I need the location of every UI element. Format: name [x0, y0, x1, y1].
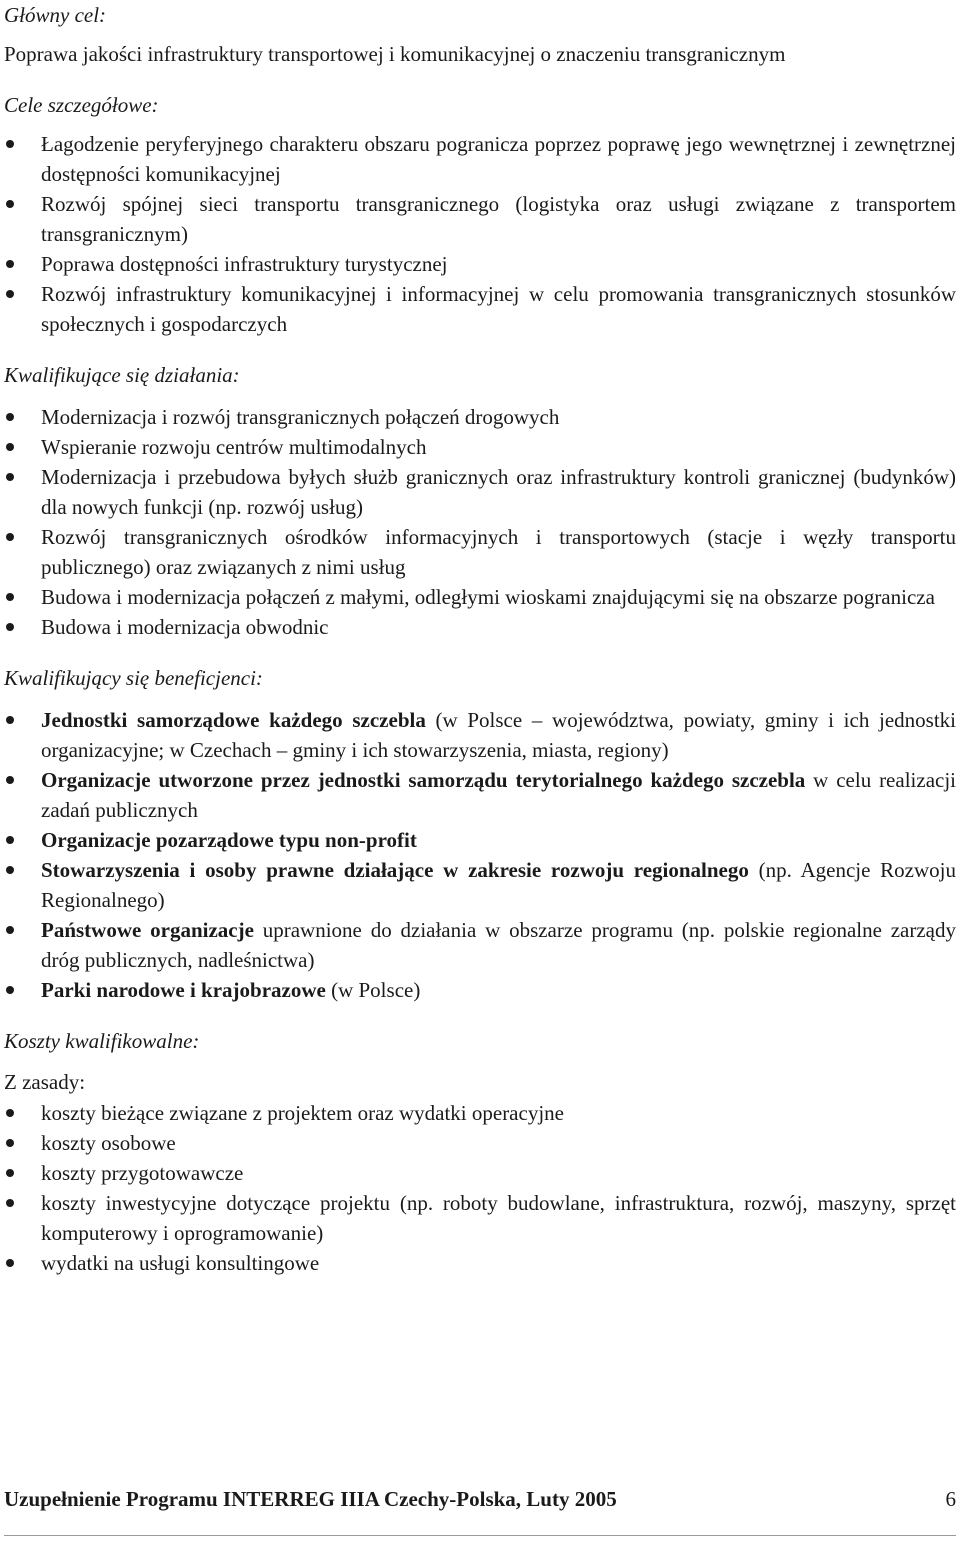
list-item: Łagodzenie peryferyjnego charakteru obszaru pogranicza poprzez poprawę jego wewnętrznej i zewnętrznej dostępności komunikacyjnej [4, 129, 956, 189]
beneficiary-name: Organizacje utworzone przez jednostki samorządu terytorialnego każdego szczebla [41, 768, 806, 792]
beneficiary-detail: w celu realizacji zadań publicznych [41, 768, 956, 822]
costs-list [4, 1098, 956, 1278]
list-item [4, 705, 956, 765]
list-item: Modernizacja i przebudowa byłych służb granicznych oraz infrastruktury kontroli granicznej (budynków) dla nowych funkcji (np. rozwój usług) [4, 462, 956, 522]
list-item: Wspieranie rozwoju centrów multimodalnych [4, 432, 956, 462]
list-item: wydatki na usługi konsultingowe [4, 1248, 956, 1278]
list-item: Rozwój transgranicznych ośrodków informacyjnych i transportowych (stacje i węzły transportu publicznego) oraz związanych z nimi usług [4, 522, 956, 582]
beneficiary-name: Jednostki samorządowe każdego szczebla [41, 708, 426, 732]
list-item: Budowa i modernizacja połączeń z małymi, odległymi wioskami znajdującymi się na obszarze pogranicza [4, 582, 956, 612]
beneficiary-detail: uprawnione do działania w obszarze programu (np. polskie regionalne zarządy dróg publicznych, nadleśnictwa) [41, 918, 957, 972]
beneficiaries-heading: Kwalifikujący się beneficjenci: [4, 666, 263, 690]
actions-heading: Kwalifikujące się działania: [4, 363, 240, 387]
beneficiary-name: Organizacje pozarządowe typu non-profit [41, 828, 417, 852]
list-item: koszty przygotowawcze [4, 1158, 956, 1188]
list-item [4, 765, 956, 825]
costs-heading: Koszty kwalifikowalne: [4, 1029, 200, 1053]
list-item [4, 855, 956, 915]
list-item: Budowa i modernizacja obwodnic [4, 612, 956, 642]
beneficiary-detail: (np. Agencje Rozwoju Regionalnego) [41, 858, 956, 912]
beneficiary-detail: (w Polsce – województwa, powiaty, gminy i ich jednostki organizacyjne; w Czechach – gminy i ich stowarzyszenia, miasta, regiony) [41, 708, 956, 762]
costs-intro: Z zasady: [4, 1070, 86, 1094]
page-number: 6 [945, 1487, 956, 1511]
beneficiary-detail: (w Polsce) [325, 978, 421, 1002]
actions-list [4, 402, 956, 642]
page-footer [4, 1484, 956, 1514]
list-item: koszty bieżące związane z projektem oraz wydatki operacyjne [4, 1098, 956, 1128]
list-item: Modernizacja i rozwój transgranicznych połączeń drogowych [4, 402, 956, 432]
list-item: koszty osobowe [4, 1128, 956, 1158]
goal-heading: Główny cel: [4, 3, 107, 27]
beneficiaries-list [4, 705, 956, 1005]
list-item [4, 825, 956, 855]
list-item: Poprawa dostępności infrastruktury turystycznej [4, 249, 956, 279]
beneficiary-name: Stowarzyszenia i osoby prawne działające w zakresie rozwoju regionalnego [41, 858, 749, 882]
list-item: Rozwój spójnej sieci transportu transgranicznego (logistyka oraz usługi związane z transportem transgranicznym) [4, 189, 956, 249]
document-body [4, 0, 956, 1278]
objectives-list [4, 129, 956, 339]
objectives-heading: Cele szczegółowe: [4, 93, 159, 117]
list-item [4, 915, 956, 975]
footer-divider [4, 1535, 956, 1536]
footer-title: Uzupełnienie Programu INTERREG IIIA Czechy-Polska, Luty 2005 [4, 1487, 617, 1511]
list-item: koszty inwestycyjne dotyczące projektu (np. roboty budowlane, infrastruktura, rozwój, maszyny, sprzęt komputerowy i oprogramowanie) [4, 1188, 956, 1248]
list-item [4, 975, 956, 1005]
list-item: Rozwój infrastruktury komunikacyjnej i informacyjnej w celu promowania transgranicznych stosunków społecznych i gospodarczych [4, 279, 956, 339]
beneficiary-name: Państwowe organizacje [41, 918, 254, 942]
goal-text: Poprawa jakości infrastruktury transportowej i komunikacyjnej o znaczeniu transgranicznym [4, 42, 786, 66]
beneficiary-name: Parki narodowe i krajobrazowe [41, 978, 326, 1002]
